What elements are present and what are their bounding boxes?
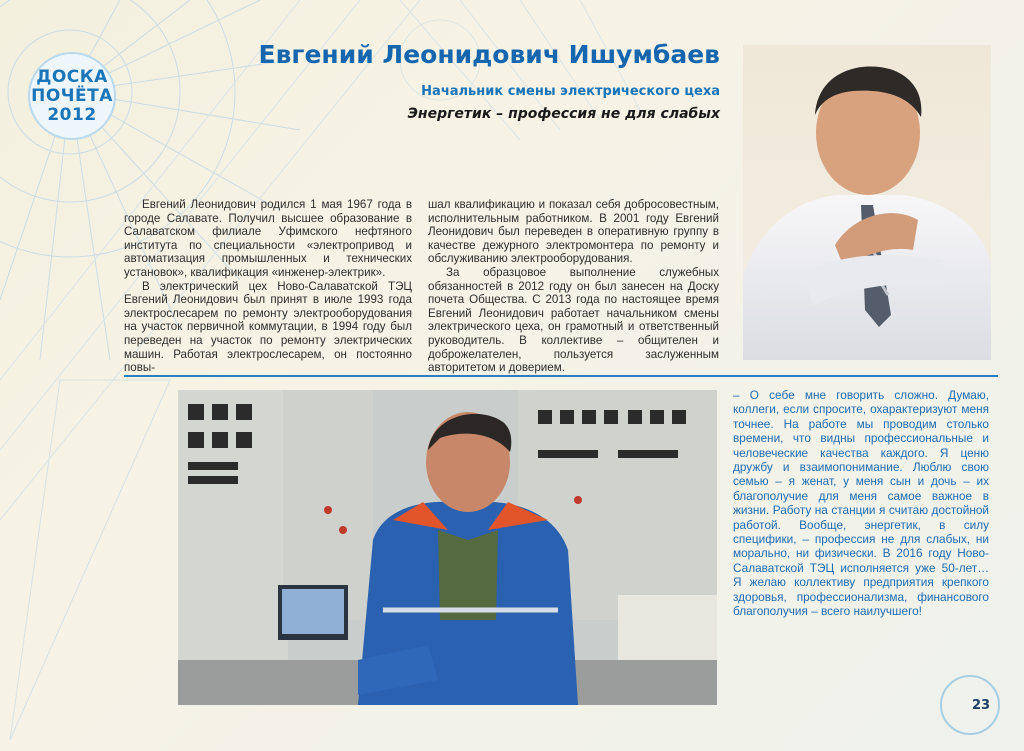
article-paragraph: Евгений Леонидович родился 1 мая 1967 года в городе Салавате. Получил высшее образование в Салаватском филиале Уфимского нефтяного института по специальности «электропривод и автоматизация промышленных и технических установок», квалификация «инженер-электрик».: [124, 198, 412, 279]
badge-line-1: ДОСКА: [36, 66, 108, 87]
article-paragraph: За образцовое выполнение служебных обязанностей в 2012 году он был занесен на Доску почета Общества. С 2013 года по настоящее время Евгений Леонидович работает начальником смены электрического цеха, он грамотный и ответственный руководитель. В коллективе – общителен и доброжелателен, пользуется заслуженным авторитетом и доверием.: [428, 265, 719, 375]
interview-quote: – О себе мне говорить сложно. Думаю, коллеги, если спросите, охарактеризуют меня точнее. На работе мы проводим столько времени, что видны профессиональные и человеческие качества каждого. Я ценю дружбу и взаимопонимание. Люблю свою семью – я женат, у меня сын и дочь – их благополучие для меня самое важное в жизни. Работу на станции я считаю достойной работой. Вообще, энергетик, в силу специфики, – профессия не для слабых, ни морально, ни физически. В 2016 году Ново-Салаватской ТЭЦ исполняется уже 50-лет… Я желаю коллективу предприятия крепкого здоровья, профессионализма, финансового благополучия – всего наилучшего!: [733, 388, 989, 619]
article-column-2: [428, 198, 719, 375]
person-position: Начальник смены электрического цеха: [421, 84, 720, 99]
honor-board-badge: [28, 52, 116, 140]
portrait-photo: [743, 45, 991, 360]
article-paragraph: шал квалификацию и показал себя добросовестным, исполнительным работником. В 2001 году Евгений Леонидович был переведен в оперативную группу в качестве дежурного электромонтера по ремонту и обслуживанию электрооборудования.: [428, 198, 719, 266]
person-name: Евгений Леонидович Ишумбаев: [258, 40, 720, 69]
badge-line-3: 2012: [47, 104, 97, 125]
article-paragraph: В электрический цех Ново-Салаватской ТЭЦ Евгений Леонидович был принят в июле 1993 года электрослесарем по ремонту электрооборудования на участок первичной коммутации, в 1994 году был переведен на участок по ремонту электрических машин. Работая электрослесарем, он постоянно повы-: [124, 279, 412, 375]
page-number: 23: [971, 698, 991, 713]
article-motto: Энергетик – профессия не для слабых: [407, 106, 720, 122]
section-divider: [124, 375, 998, 377]
control-room-photo: [178, 390, 717, 705]
article-column-1: [124, 198, 412, 375]
badge-line-2: ПОЧЁТА: [31, 85, 113, 106]
